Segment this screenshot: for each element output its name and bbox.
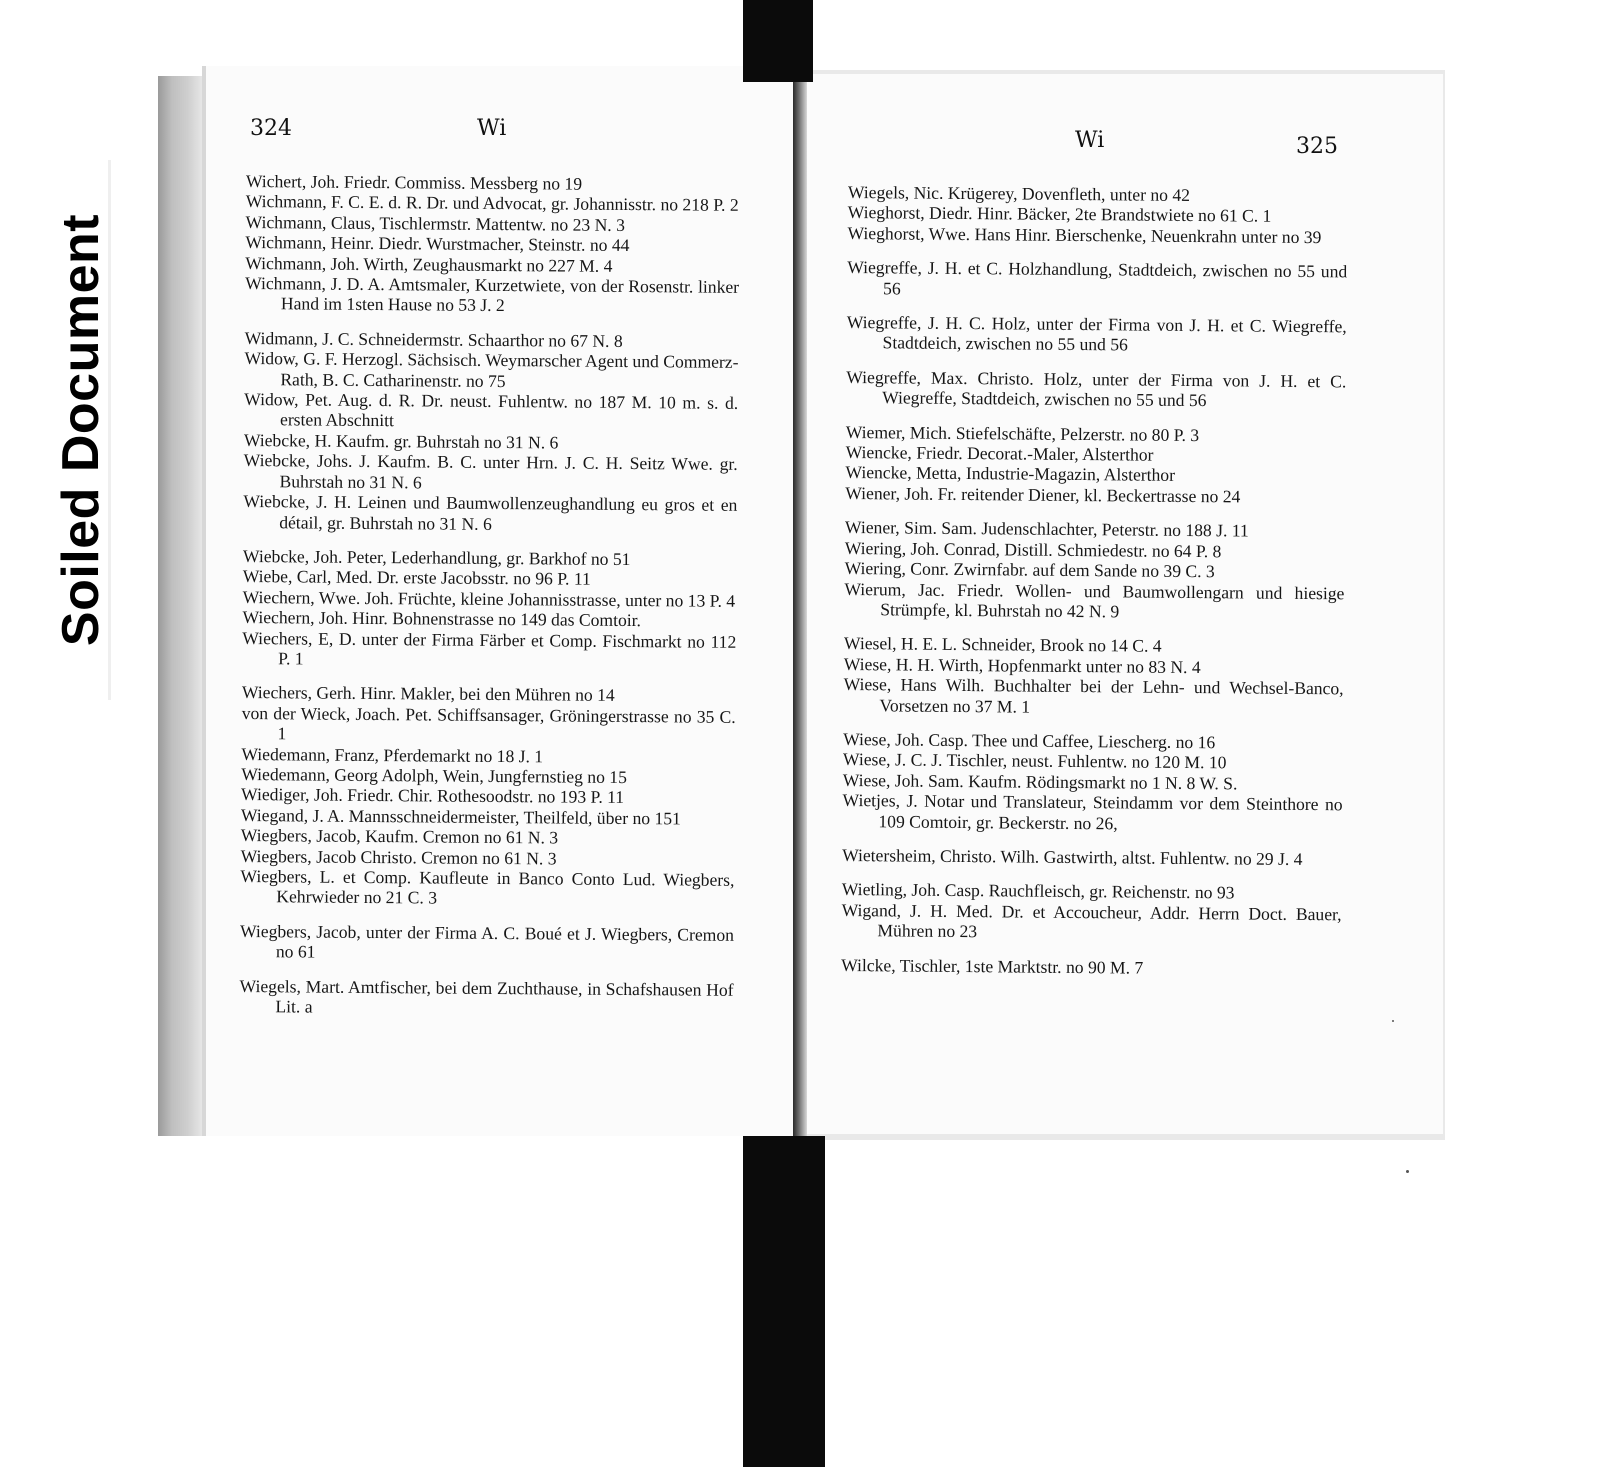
directory-entry: Wichmann, Claus, Tischlermstr. Mattentw. no 23 N. 3 [245, 211, 626, 235]
directory-entry: Wiedemann, Georg Adolph, Wein, Jungfernstieg no 15 [241, 763, 628, 787]
left-page-number: 324 [250, 116, 292, 141]
directory-entry: Wiemer, Mich. Stiefelschäfte, Pelzerstr. no 80 P. 3 [845, 421, 1200, 445]
directory-entry: Wiechern, Joh. Hinr. Bohnenstrasse no 149 das Comtoir. [242, 607, 642, 631]
directory-entry: Wiegbers, L. et Comp. Kaufleute in Banco Conto Lud. Wiegbers, Kehrwieder no 21 C. 3 [240, 865, 735, 908]
directory-entry: Wieghorst, Diedr. Hinr. Bäcker, 2te Brandstwiete no 61 C. 1 [847, 202, 1272, 227]
directory-entry: Wiechers, E, D. unter der Firma Färber et Comp. Fischmarkt no 112 P. 1 [242, 627, 737, 669]
directory-entry: Wiering, Conr. Zwirnfabr. auf dem Sande no 39 C. 3 [844, 558, 1215, 582]
directory-entry: Widmann, J. C. Schneidermstr. Schaarthor no 67 N. 8 [244, 327, 623, 351]
directory-entry: von der Wieck, Joach. Pet. Schiffsansager, Gröningerstrasse no 35 C. 1 [241, 702, 736, 744]
directory-entry: Wiencke, Metta, Industrie-Magazin, Alsterthor [845, 462, 1176, 486]
directory-entry: Wietling, Joh. Casp. Rauchfleisch, gr. Reichenstr. no 93 [841, 879, 1235, 903]
directory-entry: Wiegels, Nic. Krügerey, Dovenfleth, unter no 42 [847, 182, 1191, 205]
directory-entry: Widow, Pet. Aug. d. R. Dr. neust. Fuhlentw. no 187 M. 10 m. s. d. ersten Abschnitt [244, 389, 739, 431]
paper-speck [1392, 1020, 1394, 1022]
directory-entry: Wiegbers, Jacob Christo. Cremon no 61 N. 3 [240, 845, 557, 869]
directory-entry: Wichmann, F. C. E. d. R. Dr. und Advocat, gr. Johannisstr. no 218 P. 2 [245, 191, 739, 216]
binding-strip-bottom [743, 1136, 825, 1467]
left-page-entries [239, 171, 740, 1020]
binding-strip-top [743, 0, 813, 82]
directory-entry: Wiese, Joh. Sam. Kaufm. Rödingsmarkt no 1 N. 8 W. S. [842, 769, 1238, 794]
directory-entry: Wiebcke, J. H. Leinen und Baumwollenzeughandlung eu gros et en détail, gr. Buhrstah no 31 N. 6 [243, 491, 738, 534]
directory-entry: Wiegels, Mart. Amtfischer, bei dem Zuchthause, in Schafshausen Hof Lit. a [239, 975, 734, 1017]
directory-entry: Wiese, H. H. Wirth, Hopfenmarkt unter no 83 N. 4 [843, 653, 1201, 677]
right-page-entries [841, 182, 1348, 979]
directory-entry: Wiechers, Gerh. Hinr. Makler, bei den Mühren no 14 [241, 682, 615, 706]
book-gutter [793, 82, 807, 1138]
directory-entry: Wieghorst, Wwe. Hans Hinr. Bierschenke, Neuenkrahn unter no 39 [847, 222, 1322, 247]
directory-entry: Wichmann, Heinr. Diedr. Wurstmacher, Steinstr. no 44 [245, 232, 630, 256]
right-page-number: 325 [1296, 134, 1338, 159]
directory-entry: Wiering, Joh. Conrad, Distill. Schmiedestr. no 64 P. 8 [844, 537, 1222, 561]
directory-entry: Wiechern, Wwe. Joh. Früchte, kleine Johannisstrasse, unter no 13 P. 4 [242, 586, 736, 611]
directory-entry: Wiegreffe, J. H. C. Holz, unter der Firma von J. H. et C. Wiegreffe, Stadtdeich, zwischen no 55 und 56 [846, 312, 1347, 355]
right-running-head: Wi [1075, 128, 1105, 153]
directory-entry: Wigand, J. H. Med. Dr. et Accoucheur, Addr. Herrn Doct. Bauer, Mühren no 23 [841, 899, 1342, 942]
directory-entry: Wiener, Sim. Sam. Judenschlachter, Peterstr. no 188 J. 11 [844, 517, 1249, 541]
directory-entry: Wiedemann, Franz, Pferdemarkt no 18 J. 1 [241, 743, 544, 766]
directory-entry: Wiegreffe, Max. Christo. Holz, unter der Firma von J. H. et C. Wiegreffe, Stadtdeich, zwischen no 55 und 56 [846, 366, 1347, 411]
directory-entry: Wiegbers, Jacob, unter der Firma A. C. Boué et J. Wiegbers, Cremon no 61 [239, 920, 735, 962]
directory-entry: Widow, G. F. Herzogl. Sächsisch. Weymarscher Agent und Commerz-Rath, B. C. Catharinenstr. no 75 [244, 348, 739, 391]
directory-entry: Wilcke, Tischler, 1ste Marktstr. no 90 M. 7 [841, 954, 1144, 978]
directory-entry: Wiegbers, Jacob, Kaufm. Cremon no 61 N. 3 [240, 825, 559, 848]
directory-entry: Wichmann, J. D. A. Amtsmaler, Kurzetwiete, von der Rosenstr. linker Hand im 1sten Hause no 53 J. 2 [245, 273, 740, 316]
directory-entry: Wiese, Hans Wilh. Buchhalter bei der Lehn- und Wechsel-Banco, Vorsetzen no 37 M. 1 [843, 674, 1344, 717]
directory-entry: Wierum, Jac. Friedr. Wollen- und Baumwollengarn und hiesige Strümpfe, kl. Buhrstah no 42 N. 9 [844, 578, 1345, 622]
directory-entry: Wiebcke, Joh. Peter, Lederhandlung, gr. Barkhof no 51 [242, 545, 631, 569]
directory-entry: Wiencke, Friedr. Decorat.-Maler, Alsterthor [845, 442, 1154, 465]
directory-entry: Wiebe, Carl, Med. Dr. erste Jacobsstr. no 96 P. 11 [242, 566, 591, 590]
directory-entry: Wiener, Joh. Fr. reitender Diener, kl. Beckertrasse no 24 [845, 482, 1241, 507]
directory-entry: Wiese, Joh. Casp. Thee und Caffee, Liescherg. no 16 [843, 728, 1216, 753]
directory-entry: Wietersheim, Christo. Wilh. Gastwirth, altst. Fuhlentw. no 29 J. 4 [842, 844, 1303, 869]
left-running-head: Wi [477, 116, 507, 141]
directory-entry: Wiebcke, Johs. J. Kaufm. B. C. unter Hrn. J. C. H. Seitz Wwe. gr. Buhrstah no 31 N. 6 [243, 450, 738, 493]
directory-entry: Wietjes, J. Notar und Translateur, Steindamm vor dem Steinthore no 109 Comtoir, gr. Beckerstr. no 26, [842, 790, 1343, 833]
directory-entry: Wiediger, Joh. Friedr. Chir. Rothesoodstr. no 193 P. 11 [241, 784, 625, 808]
directory-entry: Wiesel, H. E. L. Schneider, Brook no 14 C. 4 [843, 633, 1162, 657]
paper-speck [1406, 1170, 1409, 1173]
directory-entry: Wiegand, J. A. Mannsschneidermeister, Theilfeld, über no 151 [240, 804, 681, 829]
directory-entry: Wichert, Joh. Friedr. Commiss. Messberg no 19 [245, 171, 583, 194]
directory-entry: Wichmann, Joh. Wirth, Zeughausmarkt no 227 M. 4 [245, 252, 613, 276]
directory-entry: Wiese, J. C. J. Tischler, neust. Fuhlentw. no 120 M. 10 [842, 749, 1227, 773]
directory-entry: Wiebcke, H. Kaufm. gr. Buhrstah no 31 N. 6 [243, 429, 559, 453]
soiled-document-label: Soiled Document [52, 213, 110, 647]
directory-entry: Wiegreffe, J. H. et C. Holzhandlung, Stadtdeich, zwischen no 55 und 56 [847, 257, 1348, 299]
